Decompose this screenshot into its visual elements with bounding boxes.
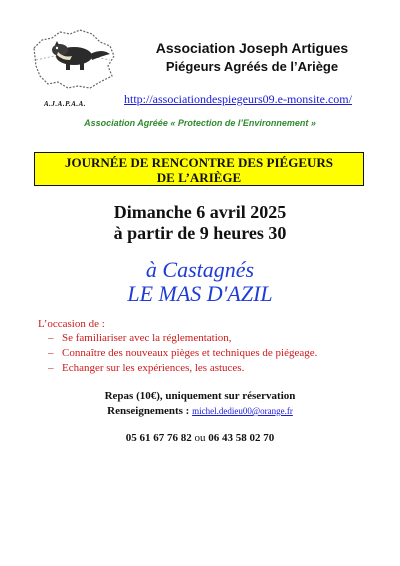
event-time: à partir de 9 heures 30: [113, 223, 287, 243]
phone-1: 05 61 67 76 82: [125, 432, 192, 444]
dash-icon: –: [48, 332, 54, 344]
dash-icon: –: [48, 347, 54, 359]
occasion-list: [48, 331, 317, 376]
list-item: – Connaître des nouveaux pièges et techniques de piégeage.: [48, 347, 318, 359]
contact-info: [0, 405, 400, 417]
website-link[interactable]: http://associationdespiegeurs09.e-monsite.com/: [124, 92, 352, 106]
meal-info: Repas (10€), uniquement sur réservation: [104, 390, 296, 402]
organization-acronym: A.J.A.P.A.A.: [44, 100, 87, 108]
marten-icon: [52, 41, 110, 70]
email-link[interactable]: michel.dedieu00@orange.fr: [192, 406, 293, 416]
association-logo: [30, 26, 118, 92]
phone-separator: ou: [194, 432, 206, 444]
organization-subtitle: Piégeurs Agréés de l’Ariège: [165, 59, 339, 74]
phone-2: 06 43 58 02 70: [208, 432, 275, 444]
list-item: – Echanger sur les expériences, les astuces.: [48, 362, 245, 374]
event-place-line2: LE MAS D'AZIL: [127, 281, 273, 306]
agreement-statement: Association Agréée « Protection de l’Environnement »: [84, 118, 316, 128]
event-place-line1: à Castagnés: [145, 257, 255, 282]
event-title-line1: JOURNÉE DE RENCONTRE DES PIÉGEURS: [65, 155, 333, 170]
contact-label: Renseignements :: [107, 405, 190, 417]
event-date: Dimanche 6 avril 2025: [113, 202, 287, 222]
occasion-intro: L’occasion de :: [38, 318, 105, 330]
list-item: – Se familiariser avec la réglementation,: [48, 332, 232, 344]
dash-icon: –: [48, 362, 54, 374]
organization-name: Association Joseph Artigues: [155, 40, 349, 56]
phone-numbers: [0, 432, 400, 444]
event-title-line2: DE L’ARIÈGE: [156, 170, 242, 185]
event-title-banner: [34, 152, 364, 186]
